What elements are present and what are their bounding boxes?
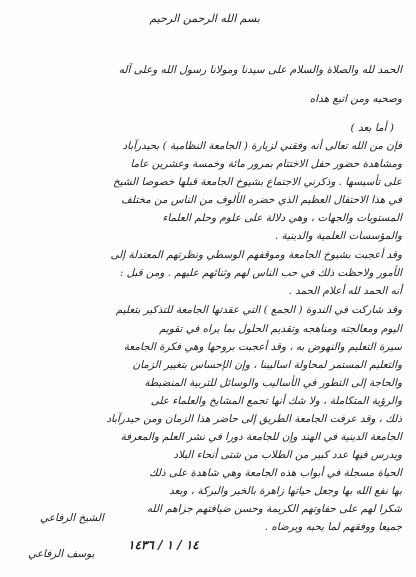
body-line: المستويات والجهات ، وهي دلالة على علوم وحلم العلماء [162, 212, 402, 224]
body-line: اليوم ومعالجته ومناهجه وتقديم الحلول بما يراه في تقويم [159, 323, 402, 335]
body-line: ويدرس فيها عدد كبير من الطلاب من شتى أنحاء البلاد [173, 449, 402, 461]
body-line: والحاجة إلى التطور في الأساليب والوسائل للتربية المنضبطة [144, 377, 402, 389]
letter-date: ١٤ / ١ / ١٤٣٦ [128, 538, 199, 552]
body-line: ذلك ، وقد عرفت الجامعة الطريق إلى حاضر هذا الزمان ومن حيدرآباد [106, 413, 402, 425]
body-line: بها نفع الله بها وجعل حياتها زاهرة بالخير والبركة ، وبعد [169, 485, 402, 497]
letter-greeting: الحمد لله والصلاة والسلام على سيدنا ومولانا رسول الله وعلى آله [118, 64, 402, 76]
body-line: والرؤية المتكاملة ، ولا شك أنها تجمع المشايخ والعلماء على [150, 395, 402, 407]
body-line: جميعا ووفقهم لما يحبه ويرضاه . [264, 521, 402, 533]
basmala: بسم الله الرحمن الرحيم [149, 12, 260, 25]
letter-addressee: وصحبه ومن اتبع هداه [309, 93, 402, 105]
body-line: فإن من الله تعالى أنه وفقني لزيارة ( الجامعة النظامية ) بحيدرآباد [122, 140, 402, 152]
body-line: الأمور ولاحظت ذلك في حب الناس لهم وثنائهم عليهم . ومن قبل : [119, 267, 402, 279]
body-line: شكرا لهم على حفاوتهم الكريمة وحسن ضيافتهم جزاهم الله [146, 503, 402, 515]
body-line: ومشاهدة حضور حفل الاختتام بمرور مائة وخمسة وعشرين عاما [130, 158, 402, 170]
signature-name: الشيخ الرفاعي [40, 512, 104, 524]
signature-full-name: يوسف الرفاعي [28, 548, 95, 560]
body-line: أنه الحمد لله أعلام الحمد . [288, 285, 402, 297]
body-line: والتعليم المستمر لمحاولة اساليبنا ، وإن الإحساس بتغيير الزمان [132, 359, 402, 371]
body-line: الحياة مسجلة في أبواب هذه الجامعة وهي شاهدة على ذلك [149, 467, 402, 479]
body-line: والمؤسسات العلمية والدينية . [274, 230, 402, 242]
body-line: على تأسيسها . وذكرني الاجتماع بشيوخ الجامعة قبلها خصوصا الشيخ [113, 176, 402, 188]
body-line: الجامعة الدينية في الهند وإن للجامعة دورا في نشر العلم والمعرفة [120, 431, 402, 443]
body-line: في هذا الاحتفال العظيم الذي حضره الألوف من الناس من مختلف [121, 194, 402, 206]
body-line: وقد شاركت في الندوة ( الجمع ) التي عقدتها الجامعة للتذكير بتعليم [115, 304, 402, 316]
body-line: سيرة التعليم والنهوض به ، وقد أعجبت بروحها وهي فكرة الجامعة [123, 341, 402, 353]
body-line: وقد أعجبت بشيوخ الجامعة وموقفهم الوسطي ونظرتهم المعتدلة إلى [110, 249, 402, 261]
letter-salutation: ( أما بعد ) [350, 122, 394, 134]
